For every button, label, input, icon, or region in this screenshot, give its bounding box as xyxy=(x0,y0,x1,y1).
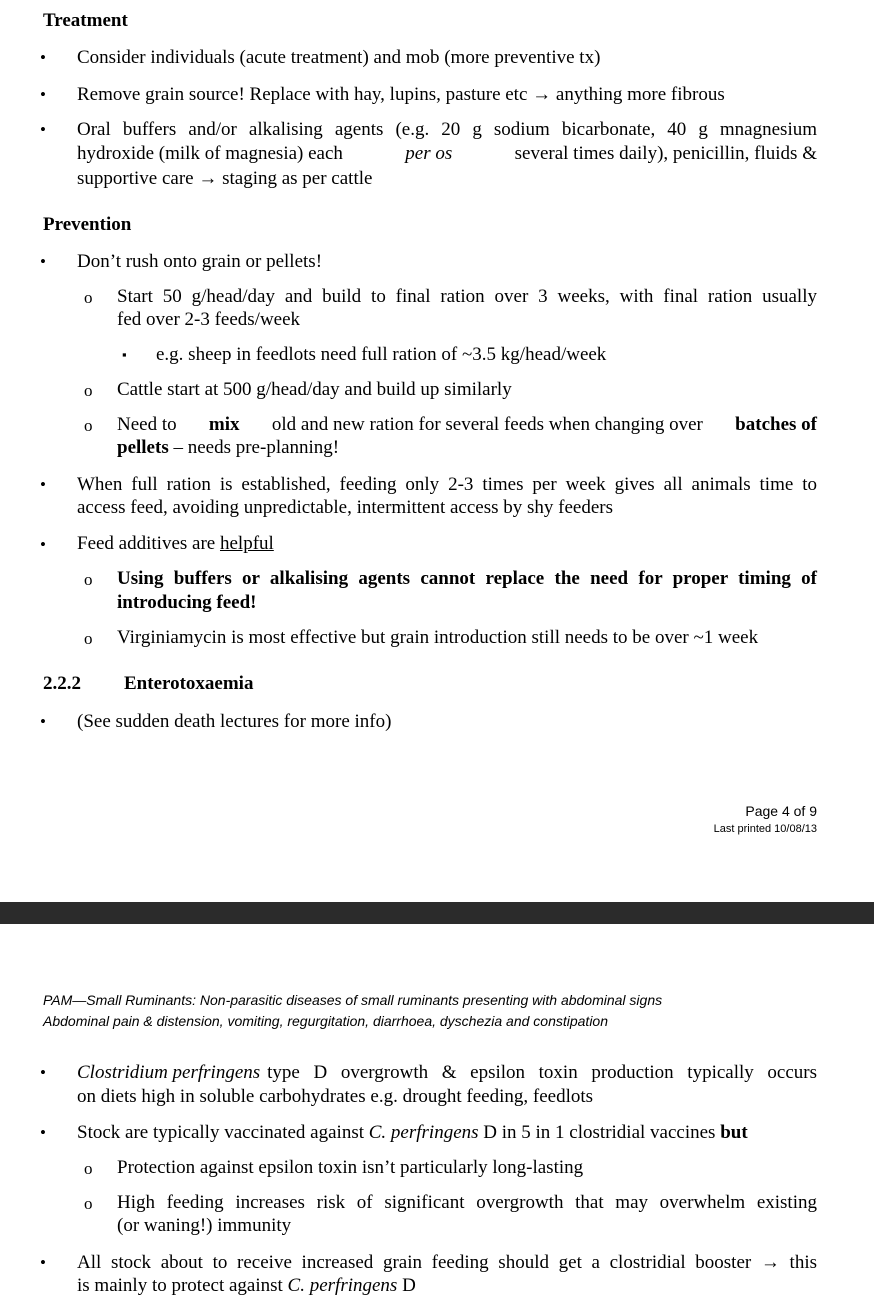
text-run: – needs pre-planning! xyxy=(173,437,340,458)
prevention-item-3 xyxy=(77,533,274,555)
text-run: D in 5 in 1 clostridial vaccines xyxy=(483,1122,716,1143)
bullet-marker: • xyxy=(40,252,46,271)
next-sub-2-line-2: (or waning!) immunity xyxy=(117,1215,292,1236)
circle-marker: o xyxy=(84,416,93,435)
text-run: is mainly to protect against xyxy=(77,1275,283,1296)
text-run-italic: per os xyxy=(405,143,453,164)
prevention-sub-1-line-1: Start 50 g/head/day and build to final ration over 3 weeks, with final ration usually xyxy=(117,286,817,307)
text-run-bold: pellets xyxy=(117,437,169,458)
next-item-3-line-1: All stock about to receive increased grain feeding should get a clostridial booster → this xyxy=(77,1252,817,1273)
bullet-marker: • xyxy=(40,535,46,554)
prevention-sub-4-line-1: Using buffers or alkalising agents cannot replace the need for proper timing of xyxy=(117,568,817,589)
page-break-divider xyxy=(0,902,874,924)
prevention-item-2-line-1: When full ration is established, feeding only 2-3 times per week gives all animals time to xyxy=(77,474,817,495)
prevention-item-1: Don’t rush onto grain or pellets! xyxy=(77,251,323,272)
heading-treatment: Treatment xyxy=(43,10,128,31)
text-run: several times daily), penicillin, fluids & xyxy=(514,143,817,164)
text-run-bold: but xyxy=(720,1122,748,1143)
prevention-subsub-1: e.g. sheep in feedlots need full ration of ~3.5 kg/head/week xyxy=(156,344,607,365)
text-run: Need to xyxy=(117,414,177,435)
circle-marker: o xyxy=(84,381,93,400)
bullet-marker: • xyxy=(40,1123,46,1142)
running-header-line-1: PAM—Small Ruminants: Non-parasitic diseases of small ruminants presenting with abdominal signs xyxy=(43,992,663,1008)
text-run: old and new ration for several feeds when changing over xyxy=(271,414,703,435)
circle-marker: o xyxy=(84,570,93,589)
bullet-marker: • xyxy=(40,1253,46,1272)
bullet-marker: • xyxy=(40,475,46,494)
text-run: D xyxy=(402,1275,416,1296)
next-item-3-line-2 xyxy=(77,1275,416,1297)
next-item-1-line-2: on diets high in soluble carbohydrates e.g. drought feeding, feedlots xyxy=(77,1086,594,1107)
text-run-italic: C. perfringens xyxy=(368,1122,479,1143)
circle-marker: o xyxy=(84,1194,93,1213)
prevention-sub-5: Virginiamycin is most effective but grain introduction still needs to be over ~1 week xyxy=(117,627,759,648)
next-item-1-line-1 xyxy=(77,1062,817,1084)
bullet-marker: • xyxy=(40,85,46,104)
circle-marker: o xyxy=(84,288,93,307)
bullet-marker: • xyxy=(40,712,46,731)
text-run-bold: batches of xyxy=(735,414,817,435)
text-run: hydroxide (milk of magnesia) each xyxy=(77,143,343,164)
text-run-italic: Clostridium perfringens xyxy=(77,1062,261,1083)
enterotoxaemia-item-1: (See sudden death lectures for more info) xyxy=(77,711,392,732)
running-header-line-2: Abdominal pain & distension, vomiting, regurgitation, diarrhoea, dyschezia and constipation xyxy=(43,1013,609,1029)
text-run-underlined: helpful xyxy=(219,533,274,554)
treatment-item-3-line-3: supportive care → staging as per cattle xyxy=(77,168,373,189)
bullet-marker: • xyxy=(40,48,46,67)
circle-marker: o xyxy=(84,629,93,648)
section-title: Enterotoxaemia xyxy=(124,673,254,694)
prevention-sub-1-line-2: fed over 2-3 feeds/week xyxy=(117,309,301,330)
bullet-marker: • xyxy=(40,1063,46,1082)
next-sub-2-line-1: High feeding increases risk of significant overgrowth that may overwhelm existing xyxy=(117,1192,817,1213)
prevention-item-2-line-2: access feed, avoiding unpredictable, intermittent access by shy feeders xyxy=(77,497,614,518)
bullet-marker: • xyxy=(40,120,46,139)
prevention-sub-4-line-2: introducing feed! xyxy=(117,592,257,613)
treatment-item-3-line-2 xyxy=(77,143,817,165)
text-run: Feed additives are xyxy=(77,533,216,554)
heading-prevention: Prevention xyxy=(43,214,132,235)
next-sub-1: Protection against epsilon toxin isn’t particularly long-lasting xyxy=(117,1157,584,1178)
treatment-item-2: Remove grain source! Replace with hay, lupins, pasture etc → anything more fibrous xyxy=(77,84,725,105)
square-marker: ▪ xyxy=(122,347,127,362)
prevention-sub-3-line-2 xyxy=(117,437,339,459)
text-run-italic: C. perfringens xyxy=(287,1275,398,1296)
text-run-bold: mix xyxy=(208,414,240,435)
prevention-sub-3-line-1 xyxy=(117,414,817,436)
text-run: type D overgrowth & epsilon toxin production typically occurs xyxy=(267,1062,817,1083)
page-number: Page 4 of 9 xyxy=(745,803,817,819)
last-printed: Last printed 10/08/13 xyxy=(713,823,817,835)
text-run: Stock are typically vaccinated against xyxy=(77,1122,364,1143)
next-item-2 xyxy=(77,1122,748,1144)
section-number: 2.2.2 xyxy=(43,673,81,694)
circle-marker: o xyxy=(84,1159,93,1178)
prevention-sub-2: Cattle start at 500 g/head/day and build up similarly xyxy=(117,379,512,400)
treatment-item-3-line-1: Oral buffers and/or alkalising agents (e.g. 20 g sodium bicarbonate, 40 g mnagnesium xyxy=(77,119,817,140)
treatment-item-1: Consider individuals (acute treatment) and mob (more preventive tx) xyxy=(77,47,601,68)
